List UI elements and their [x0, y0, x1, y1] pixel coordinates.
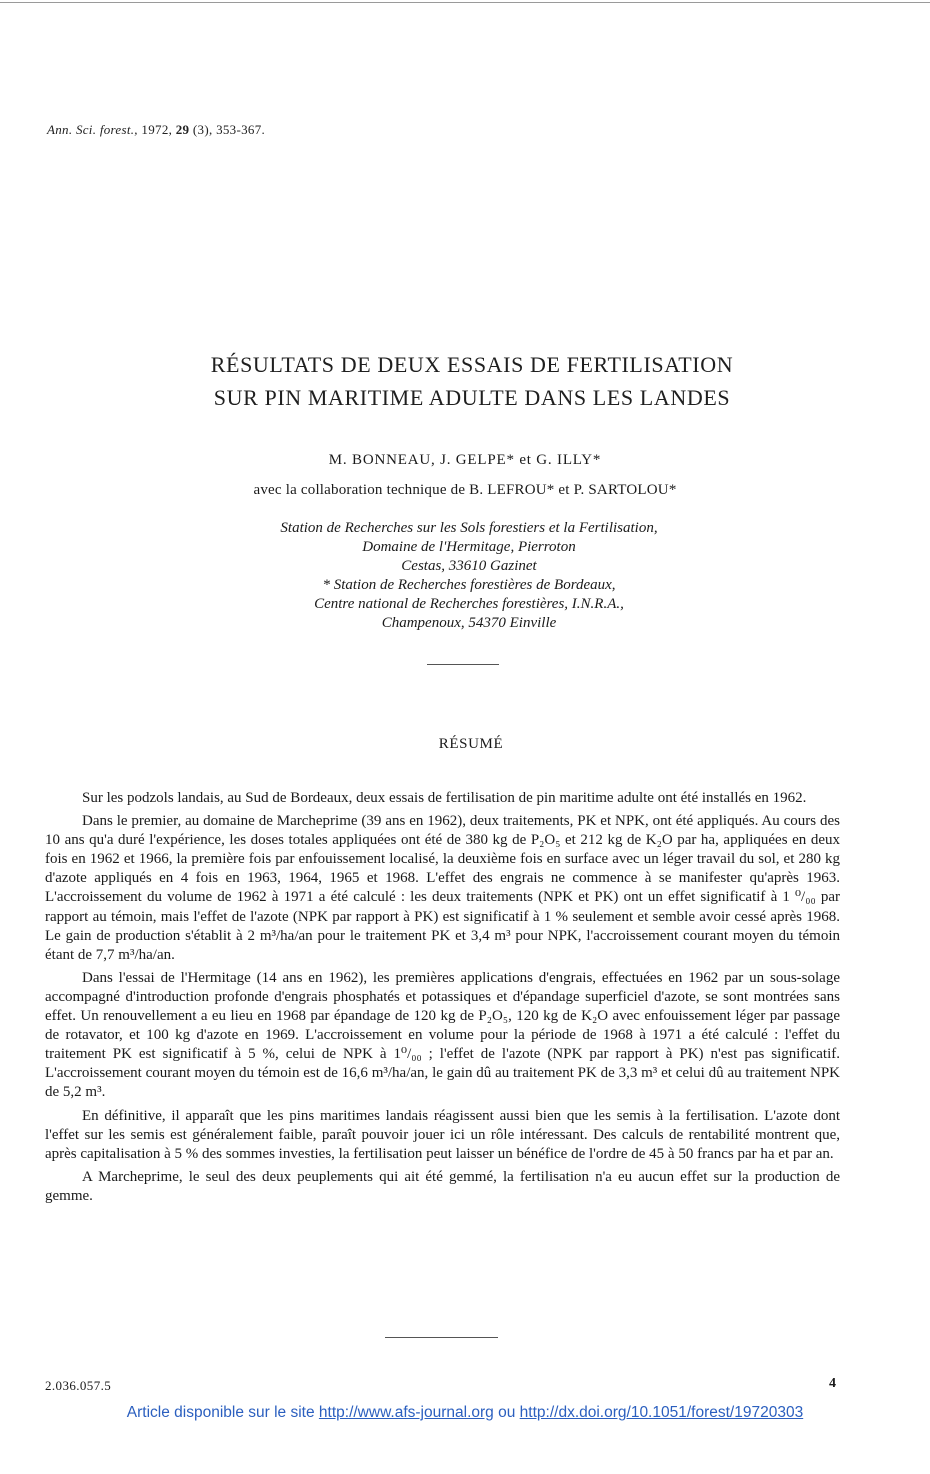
- affiliation-line-5: Centre national de Recherches forestières, I.N.R.A.,: [314, 596, 624, 612]
- availability-prefix: Article disponible sur le site: [126, 1404, 315, 1421]
- abstract-paragraph-3: Dans l'essai de l'Hermitage (14 ans en 1962), les premières applications d'engrais, effectuées en 1962 par un sous-solage accompagné d'introduction profonde d'engrais phosphatés et potassiques et d'épandage superficiel d'azote, se sont montrées sans effet. Un renouvellement a eu lieu en 1968 par épandage de 120 kg de P₂O₅, 120 kg de K₂O avec enfouissement léger par passage de rotavator, et 100 kg d'azote en 1969. L'accroissement en volume pour la période de 1968 à 1971 a été calculé : l'effet du traitement PK est significatif à 5 %, celui de NPK à 1⁰/₀₀ ; l'effet de l'azote (NPK par rapport à PK) n'est pas significatif. L'accroissement courant moyen du témoin est de 16,6 m³/ha/an, le gain dû au traitement PK de 3,3 m³ et celui dû au traitement NPK de 5,2 m³.: [45, 969, 840, 1101]
- affiliation-line-1: Station de Recherches sur les Sols forestiers et la Fertilisation,: [280, 520, 658, 536]
- doi-link[interactable]: http://dx.doi.org/10.1051/forest/19720303: [519, 1404, 804, 1421]
- abstract-paragraph-4: En définitive, il apparaît que les pins maritimes landais réagissent aussi bien que les semis à la fertilisation. L'azote dont l'effet sur les semis est généralement faible, paraît pouvoir jouer ici un rôle intéressant. Des calculs de rentabilité montrent que, après capitalisation à 5 % des sommes investies, la fertilisation peut laisser un bénéfice de l'ordre de 45 à 50 francs par ha et par an.: [45, 1107, 840, 1162]
- top-rule: [0, 2, 930, 3]
- title-line-2: SUR PIN MARITIME ADULTE DANS LES LANDES: [213, 385, 731, 410]
- article-title: [0, 348, 930, 414]
- affiliation-line-2: Domaine de l'Hermitage, Pierroton: [362, 539, 576, 555]
- end-divider: [385, 1337, 498, 1338]
- author-list: M. BONNEAU, J. GELPE* et G. ILLY*: [328, 452, 602, 468]
- journal-issue-pages: (3), 353-367.: [192, 122, 266, 137]
- abstract-paragraph-5: A Marcheprime, le seul des deux peuplements qui ait été gemmé, la fertilisation n'a eu aucun effet sur la production de gemme.: [45, 1168, 840, 1204]
- journal-site-link[interactable]: http://www.afs-journal.org: [318, 1404, 494, 1421]
- title-line-1: RÉSULTATS DE DEUX ESSAIS DE FERTILISATION: [210, 352, 734, 377]
- abstract-body: [45, 789, 840, 1210]
- page-number: 4: [829, 1376, 836, 1391]
- availability-connector: ou: [498, 1404, 516, 1421]
- affiliation-line-6: Champenoux, 54370 Einville: [381, 615, 557, 631]
- page-code: 2.036.057.5: [45, 1378, 112, 1393]
- affiliation-line-4: * Station de Recherches forestières de Bordeaux,: [322, 577, 616, 593]
- journal-year: 1972,: [141, 122, 173, 137]
- abstract-paragraph-2: Dans le premier, au domaine de Marcheprime (39 ans en 1962), deux traitements, PK et NPK, ont été appliqués. Au cours des 10 ans qu'a duré l'expérience, les doses totales appliquées ont été de 380 kg de P₂O₅ et 212 kg de K₂O par ha, appliquées en deux fois en 1962 et 1966, la première fois par enfouissement localisé, la deuxième fois en surface avec un léger travail du sol, et 280 kg d'azote appliqués en 4 fois en 1963, 1964, 1965 et 1968. L'effet des engrais ne commence à se manifester qu'après 1963. L'accroissement du volume de 1962 à 1971 a été calculé : les deux traitements (NPK et PK) ont un effet significatif à 1 ⁰/₀₀ par rapport au témoin, mais l'effet de l'azote (NPK par rapport à PK) est significatif à 1 % seulement et semble avoir cessé après 1968. Le gain de production s'établit à 2 m³/ha/an pour le traitement PK et 3,4 m³ pour NPK, l'accroissement courant moyen du témoin étant de 7,7 m³/ha/an.: [45, 813, 840, 963]
- section-divider: [427, 664, 499, 665]
- resume-heading: RÉSUMÉ: [438, 736, 504, 752]
- journal-volume: 29: [175, 122, 190, 137]
- abstract-paragraph-1: Sur les podzols landais, au Sud de Bordeaux, deux essais de fertilisation de pin maritime adulte ont été installés en 1962.: [82, 790, 807, 806]
- affiliation-line-3: Cestas, 33610 Gazinet: [401, 558, 537, 574]
- technical-collaboration: avec la collaboration technique de B. LEFROU* et P. SARTOLOU*: [253, 482, 677, 498]
- availability-notice: [0, 1404, 930, 1422]
- affiliation-block: [0, 519, 930, 633]
- journal-name: Ann. Sci. forest.,: [47, 122, 138, 137]
- journal-reference: [47, 122, 265, 138]
